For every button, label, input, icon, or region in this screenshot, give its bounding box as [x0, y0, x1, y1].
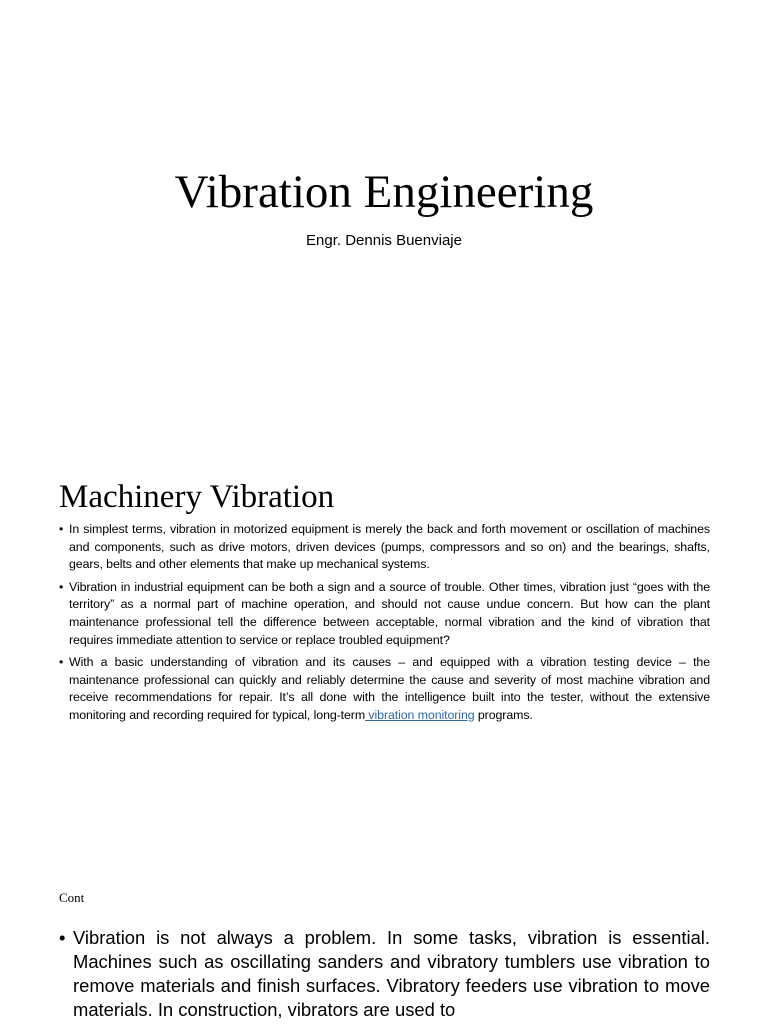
bullet-text: Vibration in industrial equipment can be both a sign and a source of trouble. Other times, vibration just “goes with the territory” as a normal part of machine operation, and should not cause undue concern. But how can the plant maintenance professional tell the difference between acceptable, normal vibration and the kind of vibration that requires immediate attention to service or replace troubled equipment? [69, 579, 710, 647]
content-slide [0, 432, 768, 864]
page-title: Vibration Engineering [174, 166, 594, 218]
bullet-list [59, 521, 710, 730]
list-item [59, 654, 710, 724]
cont-title: Cont [59, 890, 85, 905]
list-item [59, 926, 710, 1022]
bullet-text: In simplest terms, vibration in motorized equipment is merely the back and forth movement or oscillation of machines and components, such as drive motors, driven devices (pumps, compressors and so on) and the bearings, shafts, gears, belts and other elements that make up mechanical systems. [69, 522, 710, 572]
cont-bullet-list [59, 926, 710, 1022]
bullet-text-end: programs. [474, 707, 533, 722]
bullet-icon: • [59, 927, 66, 948]
cont-slide [0, 864, 768, 1024]
author-name: Engr. Dennis Buenviaje [306, 232, 462, 249]
section-title: Machinery Vibration [59, 479, 335, 515]
title-slide [0, 0, 768, 432]
bullet-icon: • [59, 522, 64, 536]
bullet-text: Vibration is not always a problem. In some tasks, vibration is essential. Machines such as oscillating sanders and vibratory tumblers use vibration to remove materials and finish surfaces. Vibratory feeders use vibration to move materials. In construction, vibrators are used to [73, 927, 710, 1020]
list-item [59, 521, 710, 574]
list-item [59, 579, 710, 649]
bullet-text: With a basic understanding of vibration and its causes – and equipped with a vibration testing device – the maintenance professional can quickly and reliably determine the cause and severity of most machine vibration and receive recommendations for repair. It’s all done with the intelligence built into the tester, without the extensive monitoring and recording required for typical, long-term [69, 655, 710, 722]
vibration-monitoring-link[interactable]: vibration monitoring [365, 707, 475, 722]
bullet-icon: • [59, 579, 64, 594]
bullet-icon: • [59, 655, 64, 670]
